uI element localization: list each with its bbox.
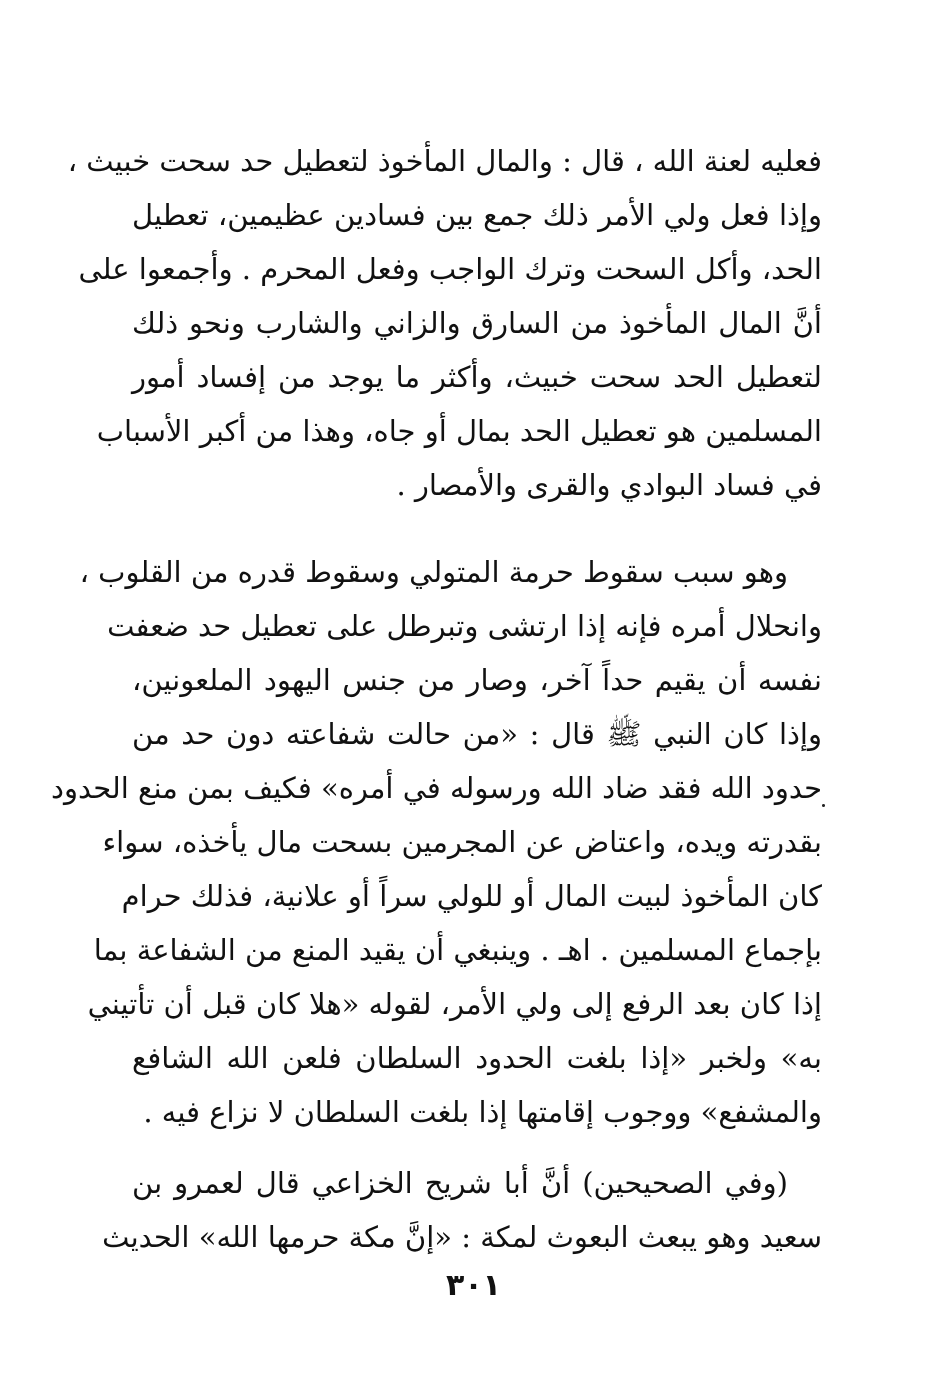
page-number: ٣٠١ — [446, 1268, 501, 1303]
text-line: سعيد وهو يبعث البعوث لمكة : «إنَّ مكة حرمها الله» الحديث — [102, 1220, 822, 1254]
paragraph-3 — [102, 1156, 822, 1264]
text-line: كان المأخوذ لبيت المال أو للولي سراً أو علانية، فذلك حرام — [121, 879, 822, 913]
text-line: وإذا كان النبي ﷺ قال : «من حالت شفاعته دون حد من — [132, 717, 822, 751]
text-line: (وفي الصحيحين) أنَّ أبا شريح الخزاعي قال لعمرو بن — [132, 1166, 788, 1200]
text-line: وإذا فعل ولي الأمر ذلك جمع بين فسادين عظيمين، تعطيل — [132, 198, 822, 232]
text-line: المسلمين هو تعطيل الحد بمال أو جاه، وهذا من أكبر الأسباب — [96, 414, 822, 448]
paragraph-1 — [67, 134, 822, 512]
text-line: وانحلال أمره فإنه إذا ارتشى وتبرطل على تعطيل حد ضعفت — [107, 609, 822, 643]
text-line: حدود الله فقد ضاد الله ورسوله في أمره» فكيف بمن منع الحدود — [51, 771, 822, 805]
text-line: نفسه أن يقيم حداً آخر، وصار من جنس اليهود الملعونين، — [132, 663, 822, 697]
text-line: إذا كان بعد الرفع إلى ولي الأمر، لقوله «هلا كان قبل أن تأتيني — [87, 987, 822, 1021]
text-line: في فساد البوادي والقرى والأمصار . — [396, 468, 822, 502]
text-line: لتعطيل الحد سحت خبيث، وأكثر ما يوجد من إفساد أمور — [132, 360, 822, 394]
text-line: بإجماع المسلمين . اهـ . وينبغي أن يقيد المنع من الشفاعة بما — [93, 933, 822, 967]
text-line: والمشفع» ووجوب إقامتها إذا بلغت السلطان لا نزاع فيه . — [143, 1095, 822, 1129]
text-line: فعليه لعنة الله ، قال : والمال المأخوذ لتعطيل حد سحت خبيث ، — [67, 144, 822, 178]
scan-speck — [822, 804, 825, 807]
text-line: الحد، وأكل السحت وترك الواجب وفعل المحرم . وأجمعوا على — [78, 252, 822, 286]
text-line: أنَّ المال المأخوذ من السارق والزاني والشارب ونحو ذلك — [132, 306, 822, 340]
text-line: وهو سبب سقوط حرمة المتولي وسقوط قدره من القلوب ، — [79, 555, 788, 589]
text-line: به» ولخبر «إذا بلغت الحدود السلطان فلعن الله الشافع — [132, 1041, 822, 1075]
text-line: بقدرته ويده، واعتاض عن المجرمين بسحت مال يأخذه، سواء — [102, 825, 822, 859]
paragraph-2 — [51, 545, 822, 1139]
